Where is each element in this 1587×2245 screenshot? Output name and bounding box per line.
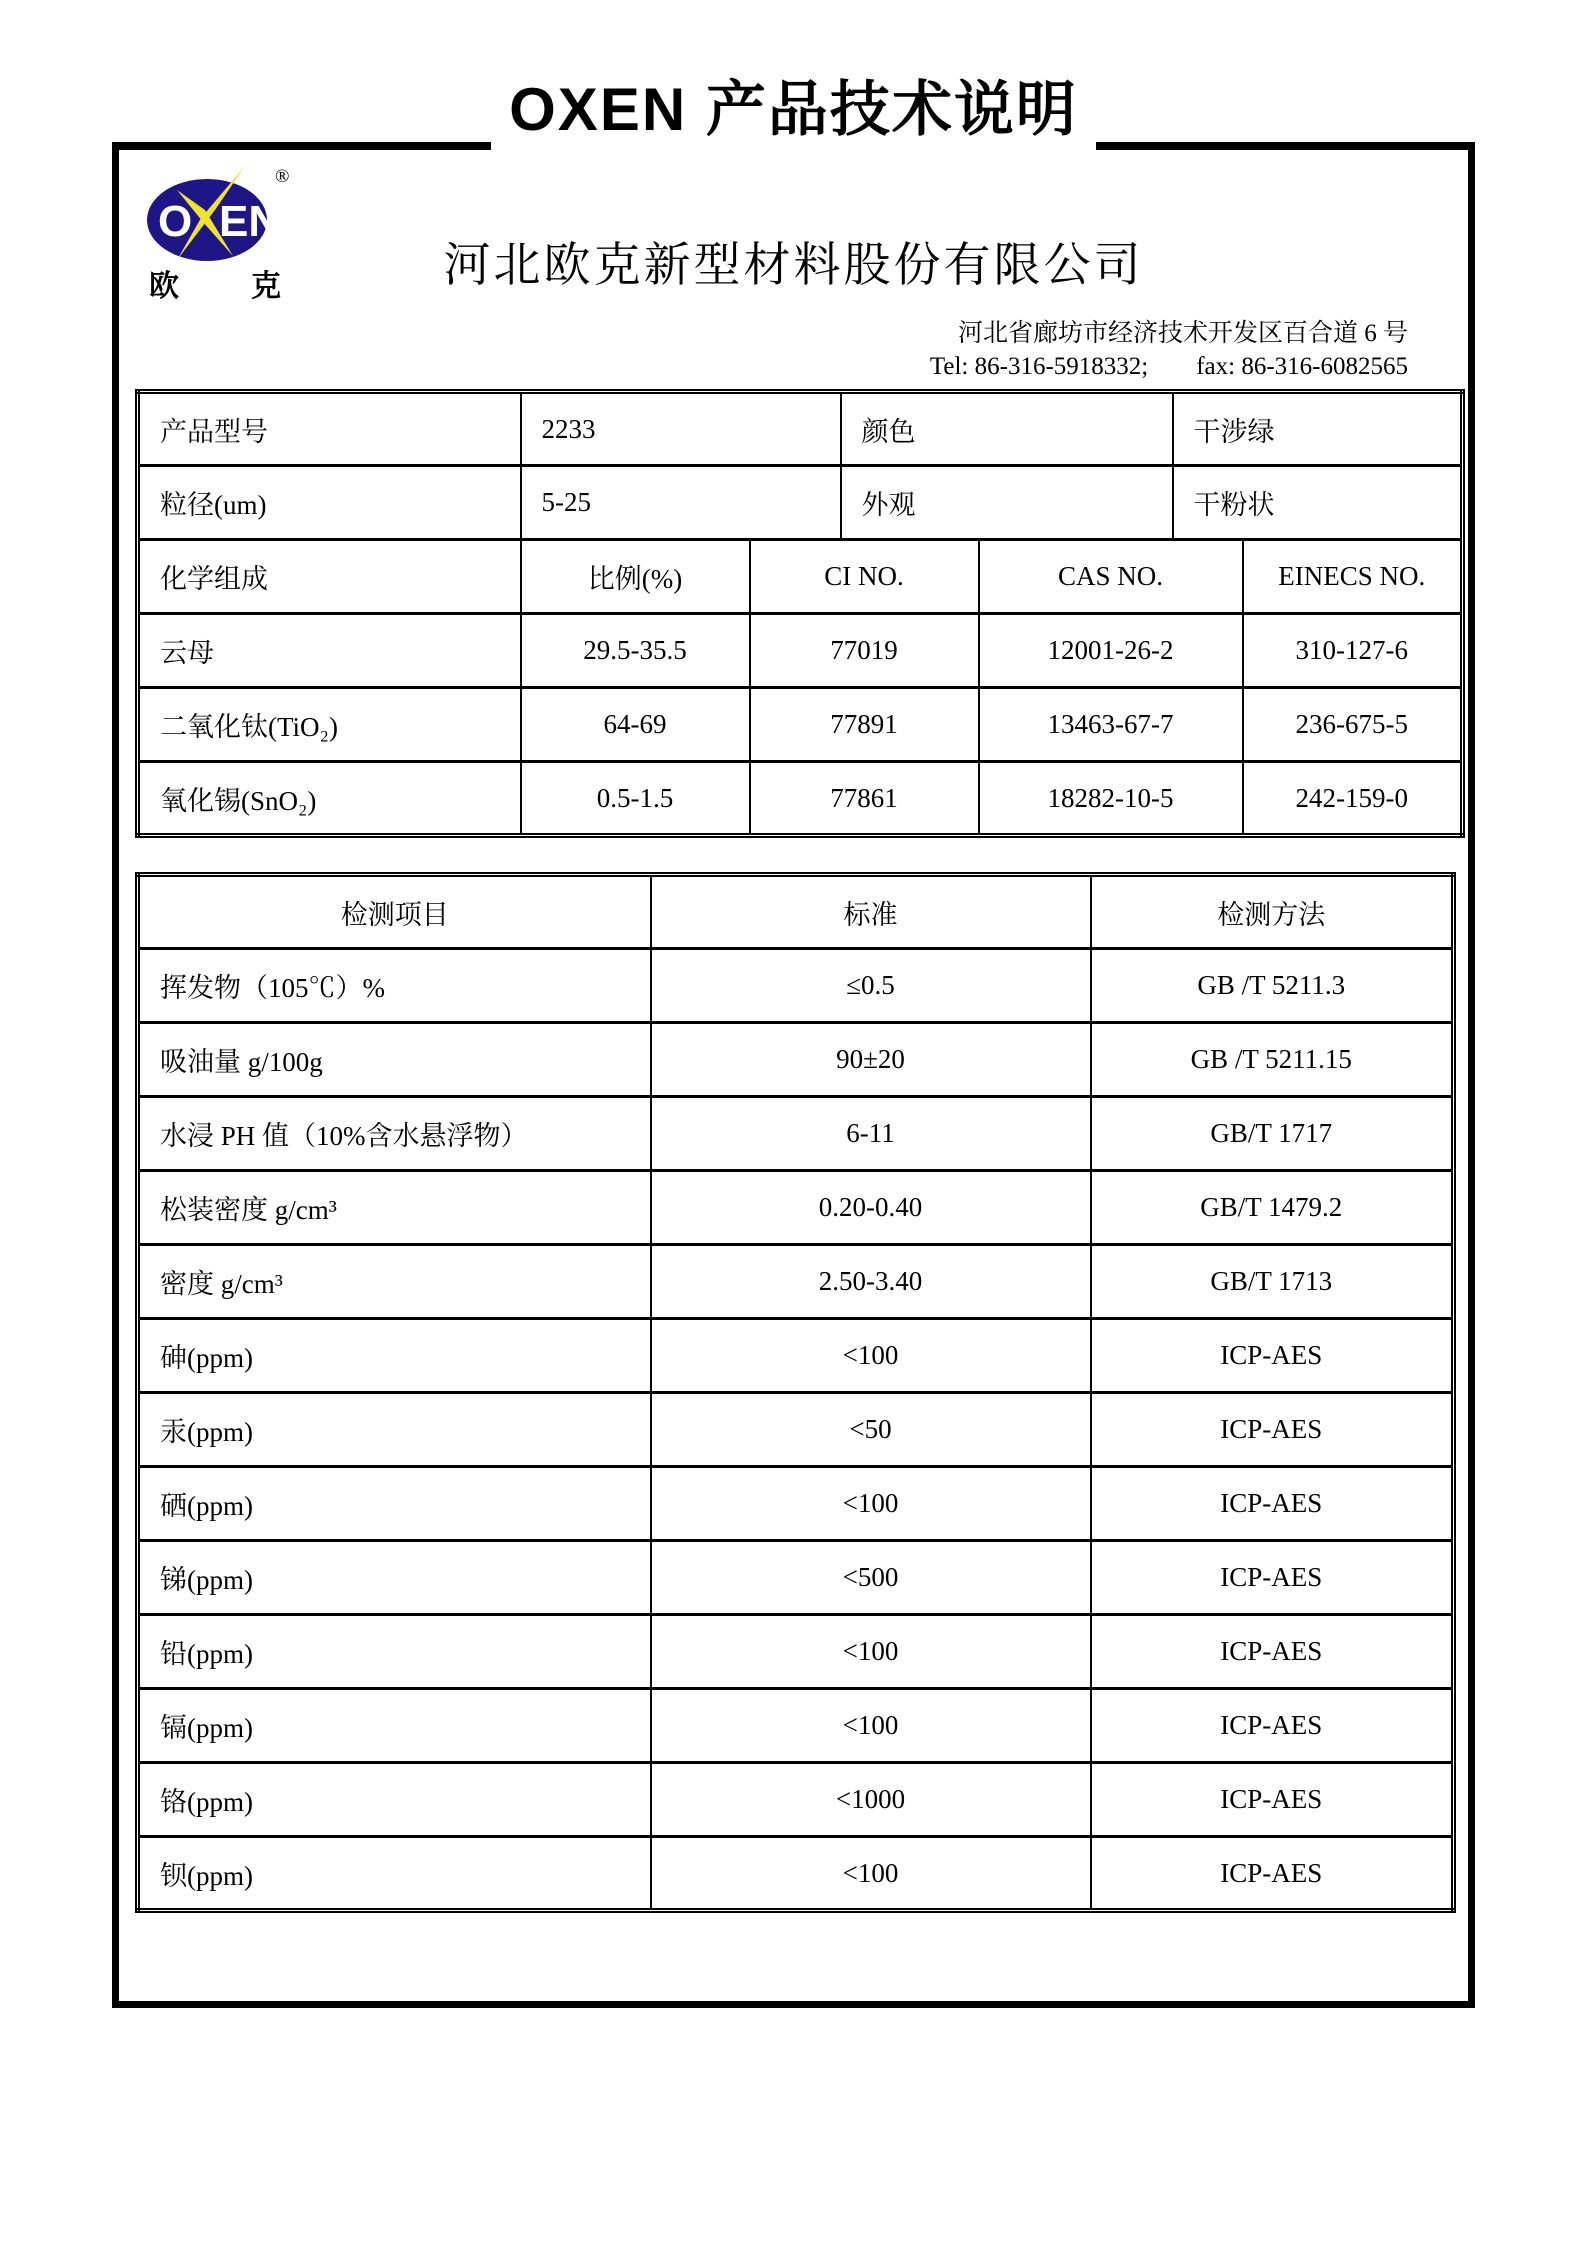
test-item-name: 砷(ppm) xyxy=(138,1319,651,1393)
column-header: 化学组成 xyxy=(138,540,521,614)
test-standard-value: <100 xyxy=(651,1689,1091,1763)
test-standard-value: <500 xyxy=(651,1541,1091,1615)
component-name: 云母 xyxy=(138,614,521,688)
test-method: ICP-AES xyxy=(1091,1615,1454,1689)
column-header: 检测方法 xyxy=(1091,875,1454,949)
column-header: EINECS NO. xyxy=(1243,540,1463,614)
component-value: 77891 xyxy=(750,688,979,762)
column-header: CI NO. xyxy=(750,540,979,614)
test-method: GB/T 1717 xyxy=(1091,1097,1454,1171)
component-value: 29.5-35.5 xyxy=(521,614,750,688)
document-frame xyxy=(112,150,1475,2008)
test-row xyxy=(138,1319,1454,1393)
fax-number: fax: 86-316-6082565 xyxy=(1196,352,1408,380)
product-basic-row xyxy=(138,392,1463,466)
test-method: ICP-AES xyxy=(1091,1689,1454,1763)
test-method: ICP-AES xyxy=(1091,1541,1454,1615)
test-method: ICP-AES xyxy=(1091,1393,1454,1467)
test-standard-value: <50 xyxy=(651,1393,1091,1467)
field-value: 5-25 xyxy=(521,466,841,540)
composition-row xyxy=(138,688,1463,762)
address-line2 xyxy=(119,351,1408,384)
test-method: ICP-AES xyxy=(1091,1763,1454,1837)
component-name: 二氧化钛(TiO₂) xyxy=(138,688,521,762)
test-row xyxy=(138,949,1454,1023)
test-row xyxy=(138,1171,1454,1245)
test-item-name: 硒(ppm) xyxy=(138,1467,651,1541)
test-item-name: 钡(ppm) xyxy=(138,1837,651,1911)
column-header: 比例(%) xyxy=(521,540,750,614)
test-standard-value: <100 xyxy=(651,1615,1091,1689)
test-standard-value: 0.20-0.40 xyxy=(651,1171,1091,1245)
test-standard-value: 6-11 xyxy=(651,1097,1091,1171)
test-item-name: 铬(ppm) xyxy=(138,1763,651,1837)
test-item-name: 挥发物（105℃）% xyxy=(138,949,651,1023)
composition-row xyxy=(138,614,1463,688)
test-method: ICP-AES xyxy=(1091,1467,1454,1541)
field-value: 干涉绿 xyxy=(1173,392,1463,466)
oxen-logo-icon xyxy=(145,164,305,268)
test-items-table xyxy=(135,872,1456,1913)
field-value: 2233 xyxy=(521,392,841,466)
composition-row xyxy=(138,762,1463,836)
field-value: 干粉状 xyxy=(1173,466,1463,540)
test-row xyxy=(138,1837,1454,1911)
test-item-name: 水浸 PH 值（10%含水悬浮物） xyxy=(138,1097,651,1171)
logo-caption xyxy=(149,272,281,302)
tel-number: Tel: 86-316-5918332; xyxy=(929,352,1149,380)
title-rule-right xyxy=(1096,142,1475,150)
test-standard-value: <100 xyxy=(651,1467,1091,1541)
test-item-name: 锑(ppm) xyxy=(138,1541,651,1615)
company-name: 河北欧克新型材料股份有限公司 xyxy=(443,240,1144,292)
test-row xyxy=(138,1023,1454,1097)
company-address xyxy=(119,318,1468,383)
logo-caption-right: 克 xyxy=(251,270,281,303)
test-item-name: 铅(ppm) xyxy=(138,1615,651,1689)
field-label: 粒径(um) xyxy=(138,466,521,540)
component-value: 64-69 xyxy=(521,688,750,762)
component-value: 0.5-1.5 xyxy=(521,762,750,836)
test-method: GB /T 5211.15 xyxy=(1091,1023,1454,1097)
component-value: 236-675-5 xyxy=(1243,688,1463,762)
test-standard-value: <100 xyxy=(651,1319,1091,1393)
title-block xyxy=(0,0,1587,150)
test-row xyxy=(138,1763,1454,1837)
test-standard-value: 90±20 xyxy=(651,1023,1091,1097)
company-logo xyxy=(145,164,309,302)
test-method: GB/T 1479.2 xyxy=(1091,1171,1454,1245)
column-header: CAS NO. xyxy=(979,540,1243,614)
test-row xyxy=(138,1245,1454,1319)
test-standard-value: ≤0.5 xyxy=(651,949,1091,1023)
column-header: 检测项目 xyxy=(138,875,651,949)
test-row xyxy=(138,1393,1454,1467)
address-line1: 河北省廊坊市经济技术开发区百合道 6 号 xyxy=(957,320,1408,348)
test-row xyxy=(138,1689,1454,1763)
product-basic-row xyxy=(138,466,1463,540)
field-label: 产品型号 xyxy=(138,392,521,466)
logo-caption-left: 欧 xyxy=(149,270,179,303)
page-title: OXEN 产品技术说明 xyxy=(509,76,1078,143)
letterhead xyxy=(119,150,1468,383)
column-header: 标准 xyxy=(651,875,1091,949)
test-item-name: 吸油量 g/100g xyxy=(138,1023,651,1097)
product-info-table xyxy=(135,389,1465,838)
field-label: 外观 xyxy=(841,466,1173,540)
test-row xyxy=(138,1615,1454,1689)
test-standard-value: 2.50-3.40 xyxy=(651,1245,1091,1319)
test-item-name: 汞(ppm) xyxy=(138,1393,651,1467)
test-standard-value: <100 xyxy=(651,1837,1091,1911)
registered-trademark-icon: ® xyxy=(275,166,290,187)
title-rule-left xyxy=(112,142,491,150)
component-value: 77019 xyxy=(750,614,979,688)
logo-letter-o: O xyxy=(158,197,193,246)
component-value: 12001-26-2 xyxy=(979,614,1243,688)
component-value: 310-127-6 xyxy=(1243,614,1463,688)
test-header-row xyxy=(138,875,1454,949)
test-item-name: 镉(ppm) xyxy=(138,1689,651,1763)
test-method: GB /T 5211.3 xyxy=(1091,949,1454,1023)
test-method: ICP-AES xyxy=(1091,1319,1454,1393)
component-value: 13463-67-7 xyxy=(979,688,1243,762)
composition-header-row xyxy=(138,540,1463,614)
test-method: ICP-AES xyxy=(1091,1837,1454,1911)
test-row xyxy=(138,1541,1454,1615)
component-name: 氧化锡(SnO₂) xyxy=(138,762,521,836)
test-item-name: 松装密度 g/cm³ xyxy=(138,1171,651,1245)
test-row xyxy=(138,1097,1454,1171)
component-value: 242-159-0 xyxy=(1243,762,1463,836)
test-standard-value: <1000 xyxy=(651,1763,1091,1837)
component-value: 77861 xyxy=(750,762,979,836)
test-item-name: 密度 g/cm³ xyxy=(138,1245,651,1319)
logo-letters-en: EN xyxy=(219,197,281,246)
test-row xyxy=(138,1467,1454,1541)
test-method: GB/T 1713 xyxy=(1091,1245,1454,1319)
component-value: 18282-10-5 xyxy=(979,762,1243,836)
field-label: 颜色 xyxy=(841,392,1173,466)
